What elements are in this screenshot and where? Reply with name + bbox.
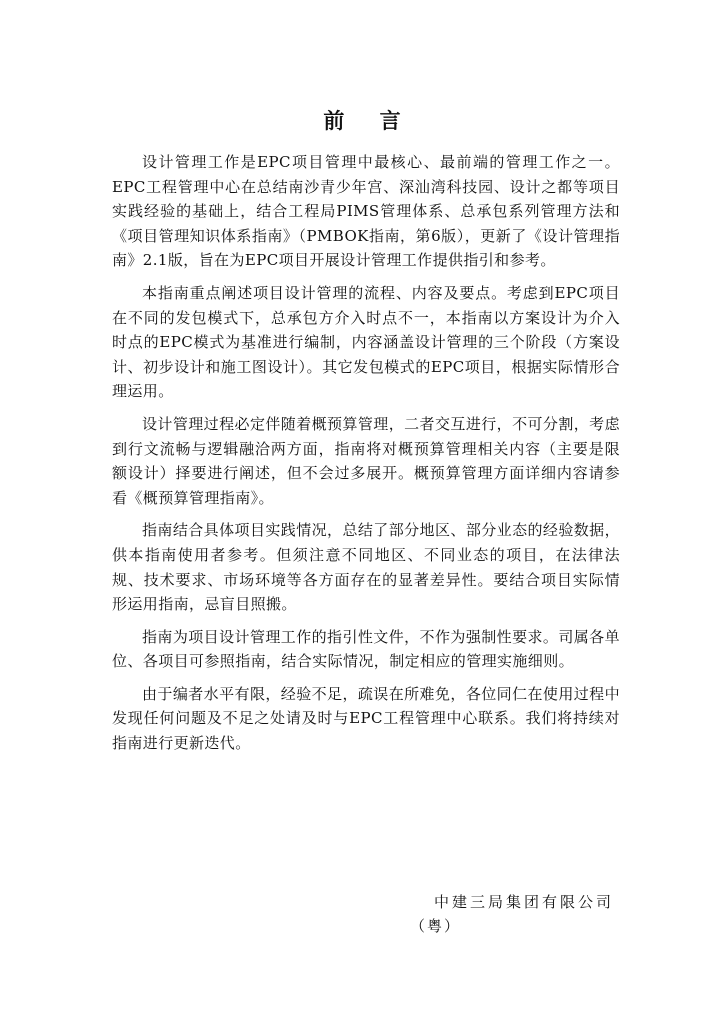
paragraph-6: 由于编者水平有限，经验不足，疏误在所难免，各位同仁在使用过程中发现任何问题及不足之处请及时与EPC工程管理中心联系。我们将持续对指南进行更新迭代。 — [112, 684, 620, 753]
paragraph-3: 设计管理过程必定伴随着概预算管理，二者交互进行，不可分割，考虑到行文流畅与逻辑融洽两方面，指南将对概预算管理相关内容（主要是限额设计）择要进行阐述，但不会过多展开。概预算管理方面详细内容请参看《概预算管理指南》。 — [112, 414, 620, 507]
page-title: 前 言 — [323, 109, 415, 133]
preface-body — [112, 150, 620, 764]
paragraph-1: 设计管理工作是EPC项目管理中最核心、最前端的管理工作之一。EPC工程管理中心在总结南沙青少年宫、深汕湾科技园、设计之都等项目实践经验的基础上，结合工程局PIMS管理体系、总承包系列管理方法和《项目管理知识体系指南》（PMBOK指南，第6版），更新了《设计管理指南》2.1版，旨在为EPC项目开展设计管理工作提供指引和参考。 — [112, 153, 620, 270]
signature-region: （粤） — [410, 917, 462, 935]
paragraph-5: 指南为项目设计管理工作的指引性文件，不作为强制性要求。司属各单位、各项目可参照指南，结合实际情况，制定相应的管理实施细则。 — [112, 627, 620, 671]
paragraph-2: 本指南重点阐述项目设计管理的流程、内容及要点。考虑到EPC项目在不同的发包模式下，总承包方介入时点不一，本指南以方案设计为介入时点的EPC模式为基准进行编制，内容涵盖设计管理的三个阶段（方案设计、初步设计和施工图设计）。其它发包模式的EPC项目，根据实际情形合理运用。 — [112, 283, 620, 401]
paragraph-4: 指南结合具体项目实践情况，总结了部分地区、部分业态的经验数据，供本指南使用者参考。但须注意不同地区、不同业态的项目，在法律法规、技术要求、市场环境等各方面存在的显著差异性。要结合项目实际情形运用指南，忌盲目照搬。 — [112, 521, 620, 614]
signature-company: 中建三局集团有限公司 — [433, 893, 614, 911]
